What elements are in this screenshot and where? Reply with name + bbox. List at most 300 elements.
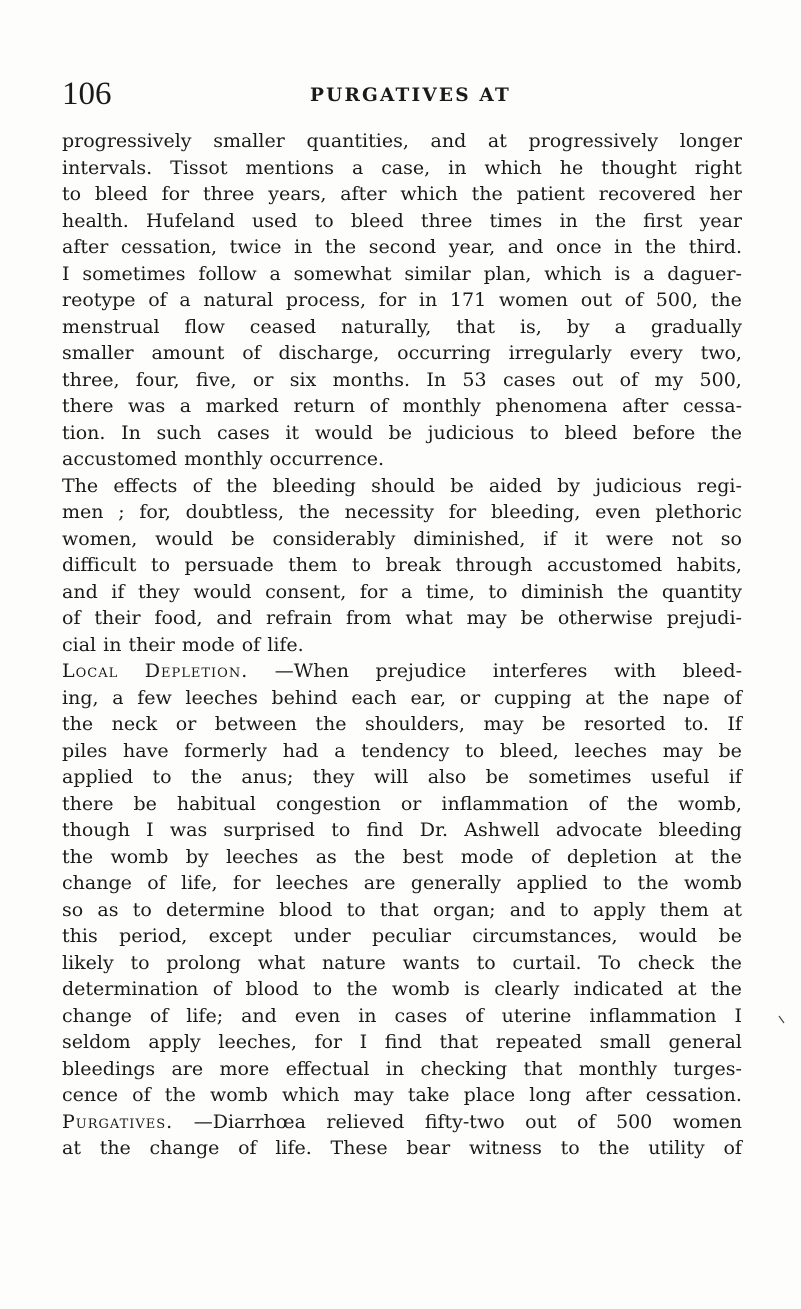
word: the <box>710 421 742 444</box>
word: change <box>149 1137 220 1159</box>
word: interferes <box>492 660 588 682</box>
word: in <box>448 156 467 179</box>
word: the <box>637 872 669 894</box>
word: is <box>464 978 480 1000</box>
word: monthly <box>578 1057 658 1080</box>
word: every <box>629 342 683 364</box>
word: leeches <box>275 872 349 894</box>
text-line <box>62 393 742 420</box>
word: bleeding <box>272 474 356 497</box>
word: there <box>62 792 114 815</box>
word: effects <box>113 474 178 497</box>
text-line <box>62 155 742 182</box>
text-line <box>62 208 742 235</box>
word: two, <box>700 342 742 364</box>
word: quantities, <box>306 130 409 152</box>
word: determination <box>62 978 199 1000</box>
word: judicious <box>595 474 682 497</box>
word: to <box>529 421 549 444</box>
word: diminish <box>521 580 604 603</box>
word: the <box>594 209 627 232</box>
margin-mark-icon <box>778 1015 785 1024</box>
word: each <box>351 686 397 709</box>
word: and <box>509 898 546 921</box>
word: process, <box>285 289 367 311</box>
word: be <box>485 766 510 788</box>
word: cupping <box>493 686 572 709</box>
word: time, <box>425 580 475 603</box>
word: accustomed <box>547 554 663 576</box>
word: bleed <box>564 421 618 444</box>
word: naturally, <box>341 315 432 338</box>
word: ceased <box>249 315 317 338</box>
word: the <box>710 951 742 974</box>
word: cases <box>394 1004 448 1027</box>
word: useful <box>650 766 710 788</box>
word: bleedings <box>62 1057 156 1080</box>
text-line <box>62 632 742 659</box>
word: to <box>313 978 333 1000</box>
word: depletion <box>566 845 658 868</box>
word: the <box>298 501 330 523</box>
word: at <box>585 686 605 709</box>
word: womb <box>210 1084 268 1106</box>
word: smaller <box>213 130 285 152</box>
word: will <box>373 766 409 788</box>
word: if <box>543 527 557 550</box>
word: not <box>671 527 703 550</box>
word: would <box>638 925 698 947</box>
word: in <box>614 236 633 258</box>
word: at <box>674 845 694 868</box>
word: to <box>132 898 152 921</box>
word: leeches <box>185 686 258 709</box>
word: may <box>353 1084 394 1106</box>
word: and <box>62 580 98 603</box>
word: of <box>723 686 742 709</box>
word: similar <box>404 262 471 285</box>
text-line <box>62 685 742 712</box>
word: resorted <box>583 713 666 735</box>
word: after <box>585 1084 632 1106</box>
word: leeches, <box>218 1031 297 1053</box>
word: for <box>378 289 407 311</box>
text-line <box>62 1109 742 1136</box>
word: Hufeland <box>145 209 235 232</box>
word: check <box>637 951 695 974</box>
word: progressively <box>528 130 659 152</box>
word: would <box>155 527 214 550</box>
text-line <box>62 579 742 606</box>
word: of <box>212 978 232 1000</box>
text-line <box>62 817 742 844</box>
word: out <box>571 368 604 391</box>
word: to <box>603 872 623 894</box>
word: to <box>314 209 334 232</box>
word: effectual <box>285 1057 370 1080</box>
word: her <box>709 183 742 205</box>
word: wants <box>402 951 460 974</box>
word: or <box>252 368 274 391</box>
word: change <box>62 1004 132 1027</box>
word: bleed <box>350 209 404 232</box>
word: more <box>219 1057 270 1080</box>
word: change <box>62 872 132 894</box>
word: to <box>62 183 82 205</box>
word: that <box>456 315 496 338</box>
word: applied <box>62 766 134 788</box>
word: prolong <box>166 951 241 974</box>
word: somewhat <box>293 262 392 285</box>
word: natural <box>203 289 274 311</box>
word: the <box>62 845 94 868</box>
word: to <box>150 554 171 576</box>
word: to <box>130 951 150 974</box>
word: women, <box>62 527 138 550</box>
word: advocate <box>555 819 643 841</box>
word: such <box>156 421 202 444</box>
word: peculiar <box>372 925 451 947</box>
body-text <box>62 128 742 1162</box>
word: Local <box>62 660 119 682</box>
word: be <box>133 792 157 815</box>
word: intervals. <box>62 156 153 179</box>
text-line <box>62 1135 742 1162</box>
word: the <box>346 978 378 1000</box>
word: though <box>62 819 130 841</box>
word: at <box>723 898 742 921</box>
word: of <box>530 845 550 868</box>
word: before <box>633 421 696 444</box>
word: to <box>152 766 172 788</box>
word: prejudice <box>375 660 467 682</box>
word: the <box>315 713 347 735</box>
word: twice <box>229 236 282 258</box>
word: nature <box>322 951 386 974</box>
word: longer <box>679 130 742 152</box>
text-line <box>62 552 742 579</box>
word: 500, <box>699 368 742 391</box>
word: mentions <box>245 156 335 179</box>
word: inflammation <box>589 1004 717 1027</box>
word: the <box>617 580 649 603</box>
word: health. <box>62 209 129 232</box>
word: also <box>427 766 467 788</box>
word: In <box>121 421 141 444</box>
text-line <box>62 314 742 341</box>
word: bleed <box>94 183 148 205</box>
word: right <box>694 156 742 179</box>
word: what <box>257 951 306 974</box>
text-line <box>62 367 742 394</box>
word: in <box>294 236 313 258</box>
word: difficult <box>62 554 137 576</box>
word: the <box>325 236 357 258</box>
word: the <box>710 978 742 1000</box>
text-line <box>62 950 742 977</box>
word: their <box>94 607 141 629</box>
word: if <box>728 766 742 788</box>
word: plethoric <box>655 501 742 523</box>
word: as <box>97 898 119 921</box>
word: times <box>489 209 543 232</box>
word: or <box>459 686 481 709</box>
word: them <box>288 554 338 576</box>
word: womb <box>110 845 169 868</box>
text-line <box>62 923 742 950</box>
word: womb <box>684 872 742 894</box>
word: be <box>718 739 742 762</box>
word: he <box>559 156 584 179</box>
word: out <box>525 1110 557 1133</box>
word: general <box>668 1031 742 1053</box>
word: five, <box>195 368 237 391</box>
word: are <box>363 872 396 894</box>
word: for <box>314 1031 343 1053</box>
word: have <box>123 739 169 762</box>
word: so <box>720 527 742 550</box>
word: daguer- <box>667 262 742 285</box>
word: occurring <box>397 342 491 364</box>
word: a <box>179 289 191 311</box>
text-line <box>62 128 742 155</box>
word: leeches <box>574 739 647 762</box>
word: to <box>560 1137 580 1159</box>
word: If <box>727 713 742 735</box>
word: and <box>241 1004 277 1027</box>
word: the <box>164 1084 196 1106</box>
word: considerably <box>272 527 396 550</box>
word: of <box>147 872 166 894</box>
word: for <box>161 183 190 205</box>
word: quantity <box>661 580 742 603</box>
word: which <box>282 1084 340 1106</box>
word: cessation. <box>645 1084 742 1106</box>
word: out <box>580 289 612 311</box>
word: from <box>345 607 392 629</box>
word: and <box>430 130 467 152</box>
word: which <box>484 156 542 179</box>
word: after <box>622 395 669 417</box>
word: may <box>466 607 507 629</box>
word: food, <box>154 607 203 629</box>
word: tendency <box>361 739 450 762</box>
word: 500, <box>655 289 699 311</box>
word: with <box>613 660 657 682</box>
word: to <box>346 898 366 921</box>
word: bleeding <box>658 819 742 841</box>
word: ; <box>118 501 125 523</box>
word: bear <box>406 1137 451 1159</box>
word: repeated <box>495 1031 583 1053</box>
word: was <box>169 819 208 841</box>
text-line <box>62 844 742 871</box>
word: —Diarrhœa <box>193 1110 306 1133</box>
word: cence <box>62 1084 119 1106</box>
word: three <box>420 209 473 232</box>
word: of <box>149 1004 169 1027</box>
word: year, <box>448 236 496 258</box>
word: six <box>289 368 317 391</box>
word: there <box>62 395 114 417</box>
word: womb, <box>678 792 742 815</box>
word: amount <box>151 342 225 364</box>
word: for, <box>139 501 171 523</box>
word: it <box>285 421 300 444</box>
word: the <box>190 766 223 788</box>
word: the <box>710 845 742 868</box>
word: case, <box>381 156 431 179</box>
word: a <box>351 156 364 179</box>
word: witness <box>468 1137 542 1159</box>
word: otherwise <box>557 607 653 629</box>
word: of <box>465 1004 484 1027</box>
word: womb <box>391 978 450 1000</box>
word: tion. <box>62 421 106 444</box>
text-line <box>62 711 742 738</box>
word: utility <box>648 1137 705 1159</box>
word: of <box>148 289 167 311</box>
text-line <box>62 976 742 1003</box>
word: I <box>62 262 70 285</box>
word: congestion <box>275 792 381 815</box>
word: fifty-two <box>424 1110 505 1133</box>
word: three <box>202 183 255 205</box>
word: between <box>214 713 297 735</box>
word: years, <box>268 183 327 205</box>
word: refrain <box>266 607 333 629</box>
word: I <box>359 1031 368 1053</box>
word: in <box>418 289 438 311</box>
word: a <box>400 580 413 603</box>
word: generally <box>410 872 502 894</box>
word: best <box>402 845 444 868</box>
word: of <box>192 474 212 497</box>
word: life. <box>275 1137 312 1159</box>
word: which <box>544 262 602 285</box>
word: cessation, <box>120 236 218 258</box>
page-number: 106 <box>62 76 112 112</box>
text-line <box>62 1029 742 1056</box>
word: by <box>566 315 590 338</box>
word: be <box>542 713 566 735</box>
word: aided <box>488 474 542 497</box>
word: of <box>62 607 81 629</box>
word: doubtless, <box>185 501 285 523</box>
word: to <box>476 951 496 974</box>
word: find <box>366 819 404 841</box>
word: would <box>193 580 252 603</box>
word: anus; <box>241 766 294 788</box>
word: of <box>369 395 388 417</box>
word: cases <box>216 421 270 444</box>
word: flow <box>184 315 225 338</box>
word: men <box>62 501 104 523</box>
word: to <box>559 898 579 921</box>
word: sometimes <box>528 766 632 788</box>
word: diminished, <box>413 527 526 550</box>
word: discharge, <box>278 342 380 364</box>
word: be <box>450 474 474 497</box>
text-line <box>62 1003 742 1030</box>
word: women <box>672 1110 742 1133</box>
word: I <box>734 1004 742 1027</box>
word: they <box>137 580 180 603</box>
word: uterine <box>501 1004 572 1027</box>
word: should <box>371 474 436 497</box>
word: for <box>448 501 477 523</box>
word: gradually <box>650 315 742 338</box>
word: are <box>171 1057 204 1080</box>
word: of <box>242 342 261 364</box>
word: that <box>379 898 419 921</box>
word: be <box>388 421 412 444</box>
word: seldom <box>62 1031 131 1053</box>
word: indicated <box>573 978 664 1000</box>
word: the <box>598 1137 630 1159</box>
word: bleed- <box>682 660 742 682</box>
word: to <box>331 819 351 841</box>
word: break <box>385 554 441 576</box>
word: of <box>238 1137 257 1159</box>
word: monthly <box>402 395 481 417</box>
word: find <box>384 1031 422 1053</box>
word: of <box>588 792 607 815</box>
word: the <box>645 236 677 258</box>
word: curtail. <box>512 951 582 974</box>
word: consent, <box>265 580 347 603</box>
word: at <box>487 130 507 152</box>
word: even <box>294 1004 341 1027</box>
word: irregularly <box>508 342 612 364</box>
word: if <box>111 580 125 603</box>
text-line <box>62 234 742 261</box>
line-text: cial in their mode of life. <box>62 633 304 656</box>
word: is <box>614 262 631 285</box>
word: patient <box>516 183 585 205</box>
word: follow <box>198 262 257 285</box>
word: To <box>598 951 621 974</box>
word: that <box>439 1031 479 1053</box>
word: except <box>208 925 273 947</box>
word: to <box>465 739 485 762</box>
text-line <box>62 605 742 632</box>
word: used <box>252 209 298 232</box>
word: them <box>659 898 709 921</box>
word: These <box>330 1137 388 1159</box>
word: the <box>626 792 659 815</box>
word: smaller <box>62 342 134 364</box>
word: apply <box>593 898 646 921</box>
text-line <box>62 526 742 553</box>
word: formerly <box>184 739 268 762</box>
word: Depletion. <box>144 660 249 682</box>
word: marked <box>205 395 279 417</box>
word: at <box>677 978 697 1000</box>
word: the <box>226 474 258 497</box>
word: persuade <box>184 554 274 576</box>
word: ear, <box>410 686 447 709</box>
word: piles <box>62 739 108 762</box>
word: the <box>617 686 650 709</box>
word: a <box>334 739 346 762</box>
word: the <box>471 183 503 205</box>
word: the <box>710 289 742 311</box>
word: blood <box>279 898 333 921</box>
word: this <box>62 925 98 947</box>
word: for <box>233 872 261 894</box>
word: cessa- <box>682 395 742 417</box>
